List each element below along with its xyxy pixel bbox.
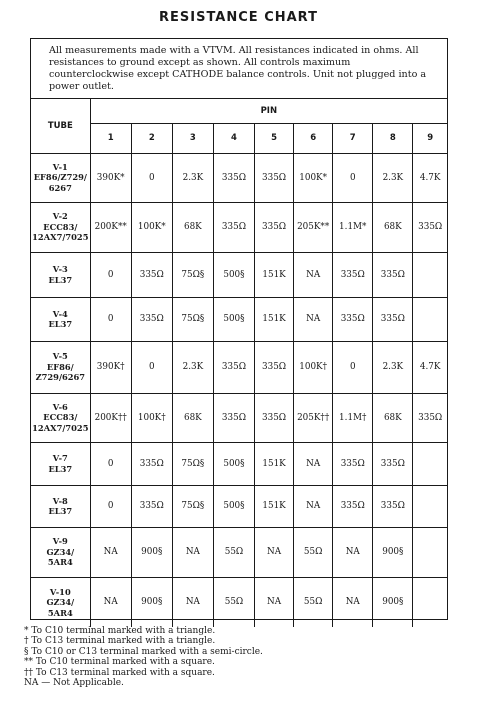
resistance-value: 0: [131, 153, 172, 202]
tube-name: [31, 252, 90, 297]
resistance-value: NA: [294, 485, 333, 527]
tube-name: [31, 527, 90, 577]
table-row: [31, 202, 447, 252]
resistance-value: NA: [333, 527, 373, 577]
tube-name-line: 5AR4: [47, 557, 73, 568]
resistance-value: 100K*: [294, 153, 333, 202]
tube-name-line: EL37: [48, 463, 73, 474]
resistance-value: 2.3K: [373, 153, 413, 202]
resistance-value: [413, 252, 447, 297]
resistance-value: 151K: [255, 485, 294, 527]
resistance-value: 68K: [373, 393, 413, 442]
pin-number-1: 1: [90, 123, 131, 153]
resistance-value: 1.1M†: [333, 393, 373, 442]
resistance-value: 55Ω: [294, 527, 333, 577]
resistance-value: 151K: [255, 297, 294, 341]
resistance-value: 100K*: [131, 202, 172, 252]
tube-name: [31, 485, 90, 527]
table-row: [31, 485, 447, 527]
resistance-value: 500§: [213, 297, 254, 341]
tube-name-line: V-5: [52, 351, 68, 362]
tube-name-line: EF86/: [46, 361, 74, 372]
resistance-value: 335Ω: [255, 393, 294, 442]
resistance-value: 75Ω§: [172, 442, 213, 485]
tube-name-line: V-6: [52, 401, 68, 412]
resistance-value: NA: [90, 577, 131, 627]
resistance-value: 390K†: [90, 341, 131, 393]
footnote: § To C10 or C13 terminal marked with a semi-circle.: [24, 646, 263, 657]
tube-name-line: GZ34/: [46, 546, 75, 557]
resistance-value: 75Ω§: [172, 485, 213, 527]
resistance-value: 335Ω: [413, 393, 447, 442]
tube-name-line: 5AR4: [47, 607, 73, 618]
tube-name-line: V-10: [49, 586, 71, 597]
tube-name: [31, 297, 90, 341]
resistance-value: 900§: [131, 577, 172, 627]
resistance-value: 0: [90, 442, 131, 485]
resistance-value: 0: [90, 252, 131, 297]
resistance-value: 55Ω: [294, 577, 333, 627]
resistance-value: NA: [294, 252, 333, 297]
resistance-value: 200K**: [90, 202, 131, 252]
pin-number-3: 3: [172, 123, 213, 153]
resistance-value: 0: [333, 153, 373, 202]
intro-note: All measurements made with a VTVM. All resistances indicated in ohms. All resistances to ground except as shown. All controls maximum counterclockwise except CATHODE balance controls. Unit not plugged into a power outlet.: [31, 39, 447, 99]
resistance-value: 205K**: [294, 202, 333, 252]
resistance-value: 335Ω: [213, 153, 254, 202]
pin-number-6: 6: [294, 123, 333, 153]
footnote: NA — Not Applicable.: [24, 678, 124, 689]
resistance-value: 900§: [131, 527, 172, 577]
resistance-value: 0: [90, 485, 131, 527]
resistance-value: 205K††: [294, 393, 333, 442]
page-title: RESISTANCE CHART: [159, 10, 318, 25]
resistance-value: 151K: [255, 442, 294, 485]
tube-name: [31, 442, 90, 485]
table-row: [31, 297, 447, 341]
resistance-value: 335Ω: [131, 442, 172, 485]
resistance-value: 900§: [373, 577, 413, 627]
tube-name-line: 12AX7/7025: [32, 422, 89, 433]
resistance-value: 100K†: [294, 341, 333, 393]
resistance-value: 68K: [172, 202, 213, 252]
resistance-table: [31, 99, 447, 627]
resistance-value: 335Ω: [373, 252, 413, 297]
pin-number-9: 9: [413, 123, 447, 153]
resistance-value: 500§: [213, 442, 254, 485]
tube-name-line: V-1: [52, 161, 68, 172]
resistance-chart-frame: [30, 38, 448, 620]
resistance-value: NA: [172, 577, 213, 627]
resistance-value: 335Ω: [373, 442, 413, 485]
table-row: [31, 527, 447, 577]
tube-name: [31, 202, 90, 252]
table-row: [31, 341, 447, 393]
pin-number-5: 5: [255, 123, 294, 153]
footnote: ** To C10 terminal marked with a square.: [24, 657, 215, 668]
pin-header: PIN: [90, 99, 447, 123]
resistance-value: 335Ω: [373, 485, 413, 527]
resistance-value: 335Ω: [213, 202, 254, 252]
tube-name: [31, 393, 90, 442]
resistance-value: 75Ω§: [172, 252, 213, 297]
resistance-value: 500§: [213, 485, 254, 527]
tube-name-line: V-3: [52, 264, 68, 274]
resistance-value: 335Ω: [255, 153, 294, 202]
resistance-value: 335Ω: [333, 485, 373, 527]
resistance-value: NA: [90, 527, 131, 577]
tube-name: [31, 577, 90, 627]
tube-name-line: 12AX7/7025: [32, 232, 89, 243]
resistance-value: 500§: [213, 252, 254, 297]
tube-name-line: V-4: [52, 308, 68, 319]
resistance-value: 2.3K: [373, 341, 413, 393]
resistance-value: 335Ω: [413, 202, 447, 252]
resistance-value: [413, 527, 447, 577]
tube-name: [31, 341, 90, 393]
tube-name-line: V-2: [52, 211, 68, 222]
tube-name-line: EL37: [48, 274, 73, 285]
tube-name-line: GZ34/: [46, 597, 75, 607]
tube-name-line: Z729/6267: [35, 372, 86, 383]
resistance-value: [413, 297, 447, 341]
pin-number-8: 8: [373, 123, 413, 153]
resistance-value: 100K†: [131, 393, 172, 442]
pin-number-4: 4: [213, 123, 254, 153]
footnote: * To C10 terminal marked with a triangle.: [24, 626, 216, 636]
table-row: [31, 393, 447, 442]
resistance-value: 335Ω: [131, 252, 172, 297]
resistance-value: 390K*: [90, 153, 131, 202]
tube-name-line: EL37: [48, 506, 73, 516]
resistance-value: 335Ω: [333, 252, 373, 297]
pin-number-2: 2: [131, 123, 172, 153]
resistance-value: 2.3K: [172, 153, 213, 202]
resistance-value: 2.3K: [172, 341, 213, 393]
tube-name-line: V-7: [52, 453, 68, 463]
footnote: † To C13 terminal marked with a triangle.: [24, 636, 216, 647]
tube-name-line: EL37: [48, 319, 73, 329]
resistance-value: 335Ω: [333, 297, 373, 341]
resistance-value: 0: [90, 297, 131, 341]
resistance-value: [413, 485, 447, 527]
resistance-value: NA: [255, 527, 294, 577]
resistance-value: NA: [333, 577, 373, 627]
footnote: †† To C13 terminal marked with a square.: [24, 667, 215, 678]
resistance-value: 335Ω: [373, 297, 413, 341]
tube-name: [31, 153, 90, 202]
tube-column-header: TUBE: [31, 99, 90, 153]
resistance-value: 0: [131, 341, 172, 393]
resistance-value: 900§: [373, 527, 413, 577]
tube-name-line: ECC83/: [43, 412, 78, 423]
table-row: [31, 252, 447, 297]
resistance-value: 4.7K: [413, 153, 447, 202]
resistance-value: NA: [294, 297, 333, 341]
tube-name-line: ECC83/: [43, 221, 78, 232]
resistance-value: 335Ω: [213, 393, 254, 442]
resistance-value: 4.7K: [413, 341, 447, 393]
tube-name-line: EF86/Z729/: [33, 172, 87, 183]
resistance-value: 335Ω: [131, 297, 172, 341]
resistance-value: [413, 442, 447, 485]
resistance-value: NA: [172, 527, 213, 577]
resistance-value: NA: [294, 442, 333, 485]
resistance-value: 55Ω: [213, 527, 254, 577]
resistance-value: 75Ω§: [172, 297, 213, 341]
resistance-value: 68K: [172, 393, 213, 442]
resistance-value: 55Ω: [213, 577, 254, 627]
table-row: [31, 153, 447, 202]
tube-name-line: V-8: [52, 495, 68, 506]
pin-number-7: 7: [333, 123, 373, 153]
table-row: [31, 442, 447, 485]
footnotes: [24, 626, 464, 688]
resistance-value: 0: [333, 341, 373, 393]
table-row: [31, 577, 447, 627]
resistance-value: 335Ω: [333, 442, 373, 485]
resistance-value: NA: [255, 577, 294, 627]
resistance-value: 335Ω: [255, 202, 294, 252]
resistance-value: 335Ω: [213, 341, 254, 393]
resistance-value: 335Ω: [131, 485, 172, 527]
resistance-value: 200K††: [90, 393, 131, 442]
resistance-value: 1.1M*: [333, 202, 373, 252]
resistance-value: 68K: [373, 202, 413, 252]
tube-name-line: 6267: [48, 182, 72, 193]
resistance-value: 335Ω: [255, 341, 294, 393]
tube-name-line: V-9: [52, 536, 68, 547]
resistance-value: [413, 577, 447, 627]
resistance-value: 151K: [255, 252, 294, 297]
